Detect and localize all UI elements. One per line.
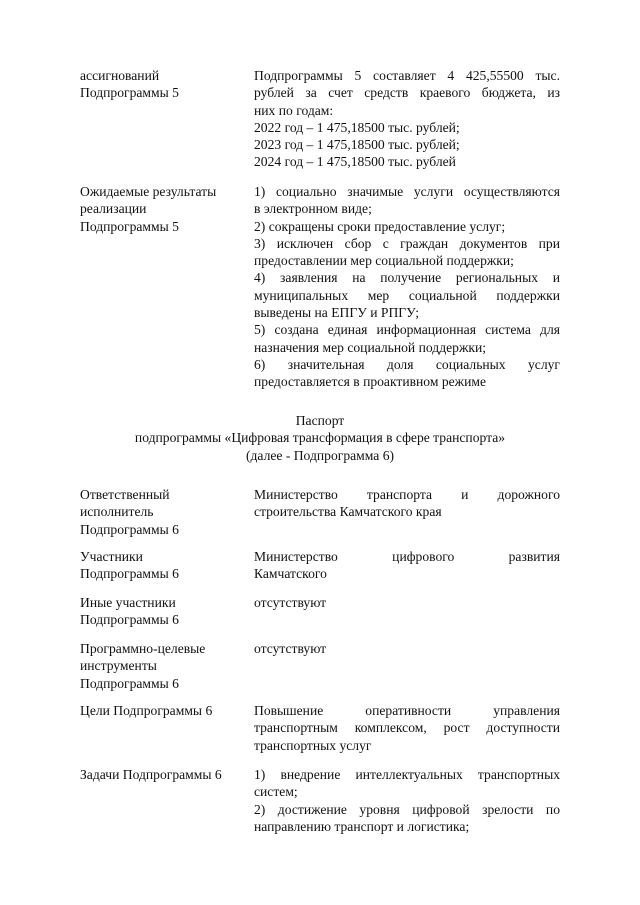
row-label	[80, 766, 250, 783]
row-label	[80, 486, 250, 538]
value-line: 5) создана единая информационная система для	[254, 322, 560, 338]
label-line: Подпрограммы 5	[80, 85, 179, 101]
label-line: ассигнований	[80, 68, 160, 83]
value-line: направлению транспорт и логистика;	[254, 818, 470, 834]
value-line: транспортным комплексом, рост доступности	[254, 720, 560, 736]
label-line: Ответственный	[80, 487, 170, 502]
label-line: Подпрограммы 5	[80, 218, 179, 234]
row-label	[80, 548, 250, 583]
label-line: Участники	[80, 549, 143, 564]
value-line: 2023 год – 1 475,18500 тыс. рублей;	[254, 137, 460, 153]
value-line: Подпрограммы 5 составляет 4 425,55500 тыс.	[254, 68, 560, 83]
value-line: них по годам:	[254, 102, 334, 118]
value-line: Министерство цифрового развития	[254, 549, 560, 564]
row-label	[80, 702, 250, 719]
passport-subtitle: подпрограммы «Цифровая трансформация в сфере транспорта»	[134, 430, 506, 446]
value-line: 2024 год – 1 475,18500 тыс. рублей	[254, 154, 456, 170]
value-line: в электронном виде;	[254, 201, 372, 217]
value-line: 2) сокращены сроки предоставление услуг;	[254, 218, 506, 234]
value-line: Повышение оперативности управления	[254, 703, 560, 718]
row-value	[254, 640, 560, 657]
row-value	[254, 702, 560, 754]
passport-note: (далее - Подпрограмма 6)	[245, 447, 395, 463]
label-line: Иные участники	[80, 595, 176, 610]
row-label	[80, 640, 250, 692]
row-label	[80, 183, 250, 235]
passport-heading	[80, 412, 560, 464]
row-value	[254, 486, 560, 521]
value-line: 2022 год – 1 475,18500 тыс. рублей;	[254, 119, 460, 135]
value-line: 3) исключен сбор с граждан документов при	[254, 235, 560, 251]
label-line: реализации	[80, 201, 147, 217]
value-line: 1) социально значимые услуги осуществляются	[254, 184, 560, 199]
value-line: предоставлении мер социальной поддержки;	[254, 253, 514, 269]
row-value	[254, 548, 560, 583]
label-line: инструменты	[80, 658, 157, 674]
passport-title: Паспорт	[295, 413, 345, 428]
label-line: Подпрограммы 6	[80, 675, 179, 691]
value-line: Министерство транспорта и дорожного	[254, 487, 560, 502]
label-line: Подпрограммы 6	[80, 612, 179, 628]
value-line: транспортных услуг	[254, 737, 372, 753]
label-line: Программно-целевые	[80, 641, 206, 656]
value-line: назначения мер социальной поддержки;	[254, 339, 486, 355]
value-line: систем;	[254, 784, 298, 800]
row-value	[254, 594, 560, 611]
label-line: Подпрограммы 6	[80, 566, 179, 582]
row-value	[254, 766, 560, 835]
value-line: предоставляется в проактивном режиме	[254, 374, 486, 390]
value-line: муниципальных мер социальной поддержки	[254, 287, 560, 303]
value-line: отсутствуют	[254, 641, 327, 656]
label-line: Подпрограммы 6	[80, 521, 179, 537]
value-line: 6) значительная доля социальных услуг	[254, 356, 560, 372]
label-line: исполнитель	[80, 504, 154, 520]
value-line: строительства Камчатского края	[254, 504, 442, 520]
value-line: 2) достижение уровня цифровой зрелости по	[254, 801, 560, 817]
value-line: отсутствуют	[254, 595, 327, 610]
value-line: 4) заявления на получение региональных и	[254, 270, 560, 286]
label-line: Ожидаемые результаты	[80, 184, 217, 199]
value-line: выведены на ЕПГУ и РПГУ;	[254, 305, 420, 321]
value-line: рублей за счет средств краевого бюджета, из	[254, 85, 560, 101]
label-line: Цели Подпрограммы 6	[80, 703, 213, 718]
row-value	[254, 67, 560, 171]
value-line: 1) внедрение интеллектуальных транспортных	[254, 767, 560, 782]
label-line: Задачи Подпрограммы 6	[80, 767, 222, 782]
row-label	[80, 594, 250, 629]
value-line: Камчатского	[254, 566, 327, 582]
row-value	[254, 183, 560, 391]
row-label	[80, 67, 250, 102]
